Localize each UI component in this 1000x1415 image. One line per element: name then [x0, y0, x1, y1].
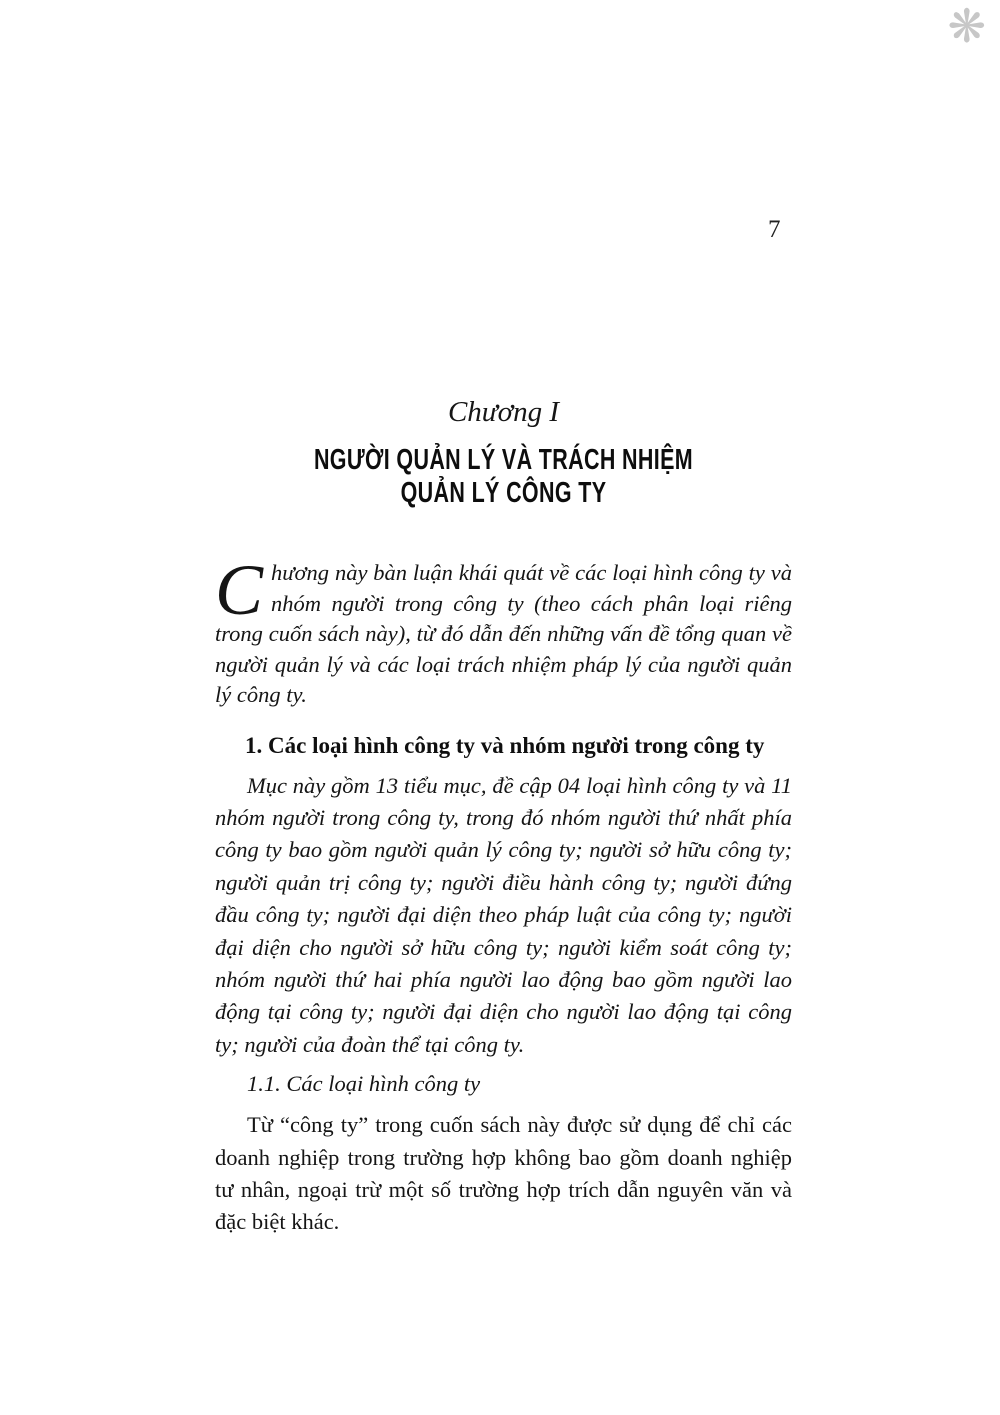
flower-icon: ❋: [947, 0, 986, 53]
drop-cap: C: [215, 550, 264, 630]
intro-paragraph: [215, 550, 792, 711]
page-number: 7: [768, 216, 781, 243]
page-content: [215, 396, 792, 1239]
chapter-label: Chương I: [447, 396, 560, 428]
chapter-title: [215, 444, 792, 510]
chapter-title-line-2: QUẢN LÝ CÔNG TY: [400, 477, 607, 509]
intro-paragraph-text: hương này bàn luận khái quát về các loại hình công ty và nhóm người trong công ty (theo cách phân loại riêng trong cuốn sách này), từ đó dẫn đến những vấn đề tổng quan về người quản lý và các loại trách nhiệm pháp lý của người quản lý công ty.: [215, 560, 792, 707]
chapter-title-line-1: NGƯỜI QUẢN LÝ VÀ TRÁCH NHIỆM: [313, 444, 694, 476]
subsection-1-1-paragraph: Từ “công ty” trong cuốn sách này được sử dụng để chỉ các doanh nghiệp trong trường hợp không bao gồm doanh nghiệp tư nhân, ngoại trừ một số trường hợp trích dẫn nguyên văn và đặc biệt khác.: [215, 1112, 792, 1235]
subsection-1-1-heading: 1.1. Các loại hình công ty: [247, 1071, 481, 1097]
section-1-paragraph: Mục này gồm 13 tiểu mục, đề cập 04 loại hình công ty và 11 nhóm người trong công ty, trong đó nhóm người thứ nhất phía công ty bao gồm người quản lý công ty; người sở hữu công ty; người quản trị công ty; người điều hành công ty; người đứng đầu công ty; người đại diện theo pháp luật của công ty; người đại diện cho người sở hữu công ty; người kiểm soát công ty; nhóm người thứ hai phía người lao động bao gồm người lao động tại công ty; người đại diện cho người lao động tại công ty; người của đoàn thể tại công ty.: [215, 772, 792, 1057]
section-1-heading: 1. Các loại hình công ty và nhóm người trong công ty: [245, 732, 765, 758]
